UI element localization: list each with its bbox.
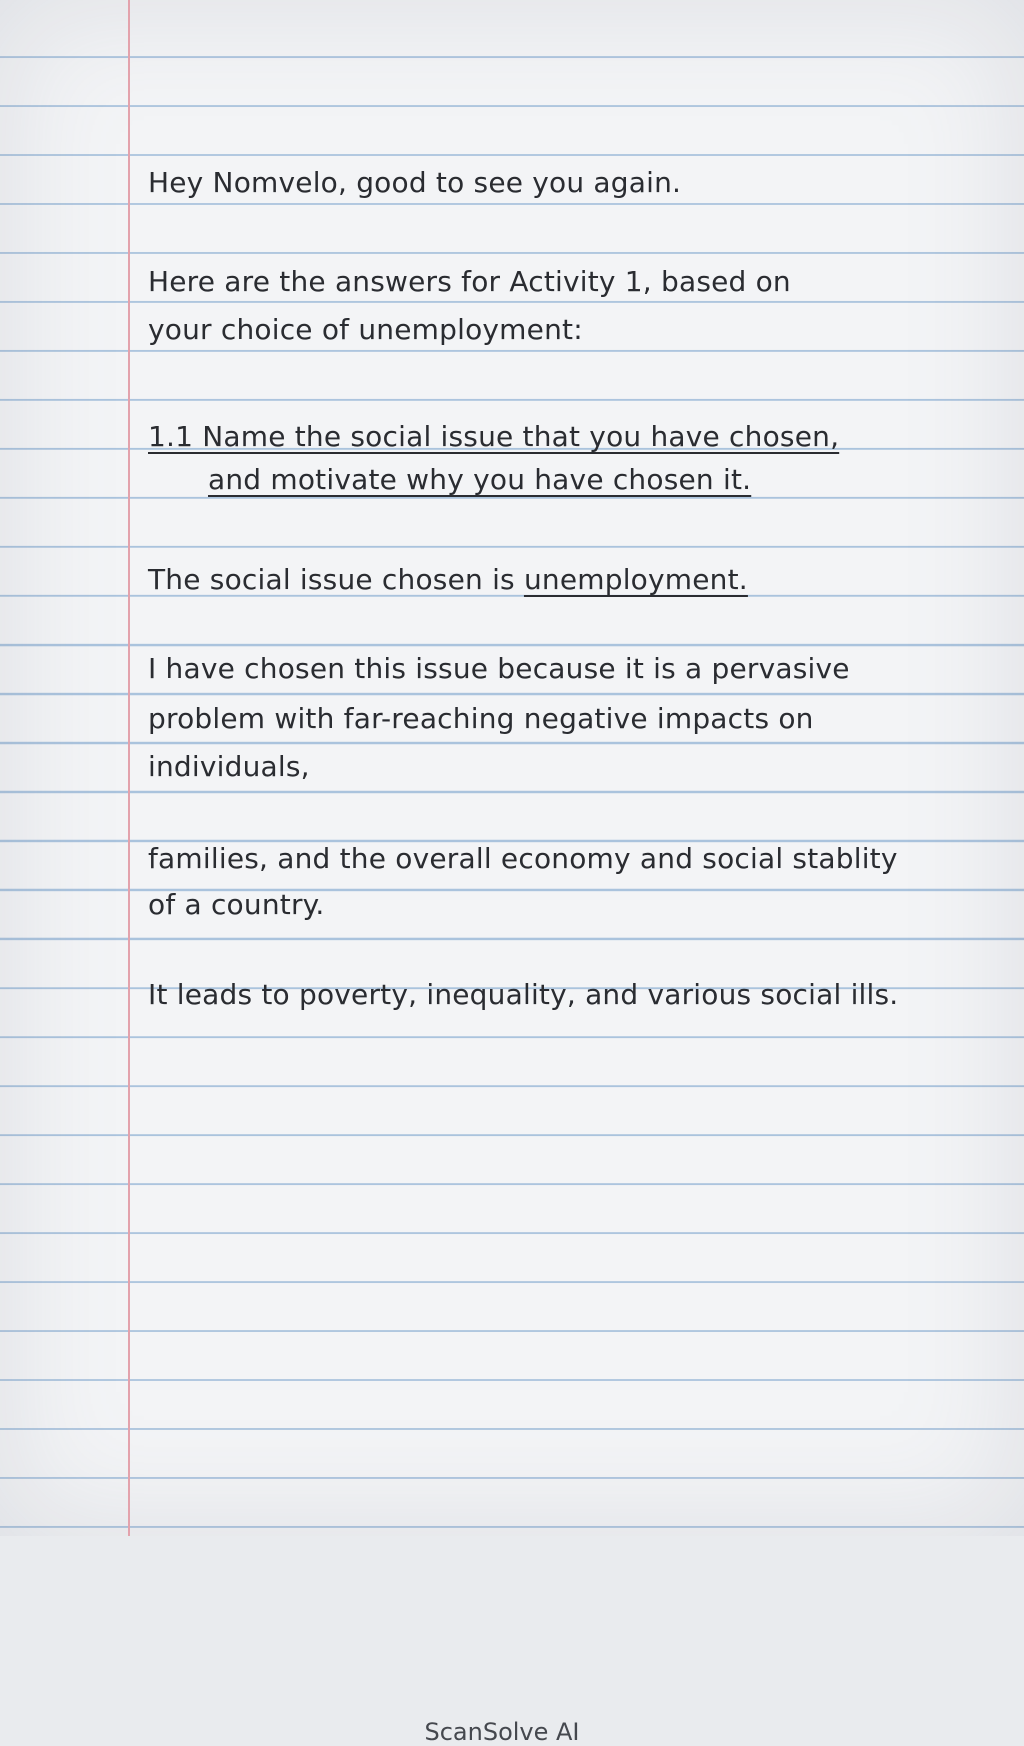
answer-prefix: The social issue chosen is	[148, 563, 524, 596]
consequence-line: It leads to poverty, inequality, and various social ills.	[148, 978, 899, 1011]
question-line-1: 1.1 Name the social issue that you have chosen,	[148, 420, 840, 453]
reason-line-3: individuals,	[148, 750, 310, 783]
greeting-text: Hey Nomvelo, good to see you again.	[148, 166, 682, 199]
footer-brand: ScanSolve AI	[424, 1718, 580, 1746]
reason-line-1: I have chosen this issue because it is a pervasive	[148, 652, 850, 685]
intro-line-2: your choice of unemployment:	[148, 313, 583, 346]
answer-line	[148, 563, 748, 596]
margin-line	[128, 0, 130, 1536]
reason-line-2: problem with far-reaching negative impacts on	[148, 702, 814, 735]
impact-line-2: of a country.	[148, 888, 325, 921]
intro-line-1: Here are the answers for Activity 1, based on	[148, 265, 791, 298]
impact-line-1: families, and the overall economy and social stablity	[148, 842, 898, 875]
answer-value: unemployment.	[523, 563, 748, 596]
question-line-2: and motivate why you have chosen it.	[208, 463, 752, 496]
